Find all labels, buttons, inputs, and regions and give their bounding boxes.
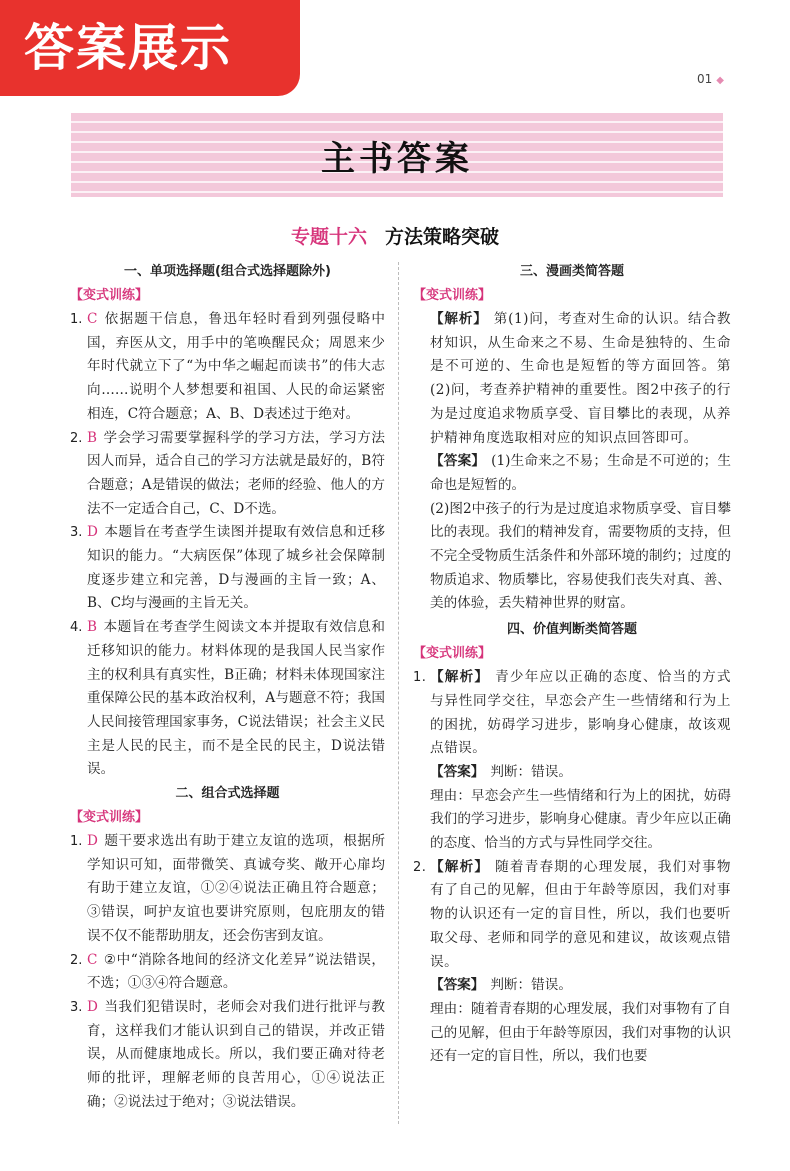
part1-list	[70, 308, 385, 782]
analysis-text: 青少年应以正确的态度、恰当的方式与异性同学交往，早恋会产生一些情绪和行为上的困扰，妨碍学习进步，影响身心健康，故该观点错误。	[430, 669, 732, 757]
list-item	[70, 996, 385, 1115]
part1-title: 一、单项选择题(组合式选择题除外)	[124, 264, 331, 279]
answer-letter: D	[87, 998, 98, 1015]
answer-display-badge: 答案展示	[0, 0, 300, 96]
q2-answer	[413, 974, 731, 998]
answer-label: 【答案】	[430, 763, 485, 780]
part2-title: 二、组合式选择题	[175, 786, 280, 802]
part4-title: 四、价值判断类简答题	[506, 622, 637, 638]
right-column	[413, 260, 731, 1069]
item-number: 3.	[70, 525, 83, 541]
answer-letter: B	[87, 429, 97, 446]
page-number-text: 01	[697, 72, 713, 86]
list-item	[70, 308, 385, 427]
part3-analysis	[413, 308, 731, 450]
analysis-text: 随着青春期的心理发展，我们对事物有了自己的见解，但由于年龄等原因，我们对事物的认识还有一定的盲目性，所以，我们也要听取父母、老师和同学的意见和建议，故该观点错误。	[430, 858, 732, 970]
item-number: 2.	[413, 859, 427, 875]
answer-letter: D	[87, 833, 98, 850]
list-item	[70, 949, 385, 996]
item-number: 3.	[70, 999, 83, 1015]
part3-title: 三、漫画类简答题	[519, 264, 624, 279]
list-item	[70, 427, 385, 522]
list-item	[70, 830, 385, 949]
page-number	[697, 72, 724, 86]
part2-list	[70, 830, 385, 1114]
title-banner	[71, 113, 723, 197]
answer-letter: C	[87, 951, 98, 968]
column-divider	[398, 262, 399, 1124]
part3-answer-2: (2)图2中孩子的行为是过度追求物质享受、盲目攀比的表现。我们的精神发育，需要物质的支持，但不完全受物质生活条件和外部环境的制约；过度的物质追求、物质攀比，容易使我们丧失对真、善、美的体验，丢失精神世界的财富。	[430, 500, 731, 612]
analysis-label: 【解析】	[430, 311, 488, 327]
q1-analysis	[413, 666, 731, 761]
item-number: 2.	[70, 952, 83, 968]
list-item	[70, 616, 385, 782]
item-number: 1.	[70, 834, 83, 850]
diamond-icon: ◆	[716, 75, 724, 86]
item-number: 4.	[70, 620, 83, 636]
answer-letter: D	[87, 524, 98, 541]
item-number: 1.	[413, 670, 427, 686]
part4-tag: 【变式训练】	[413, 646, 492, 662]
answer-label: 【答案】	[430, 453, 486, 470]
answer-label: 【答案】	[430, 977, 485, 994]
answer-text: 判断：错误。	[490, 977, 572, 994]
part3-tag: 【变式训练】	[413, 288, 492, 303]
part2-tag: 【变式训练】	[70, 810, 149, 826]
item-text: 当我们犯错误时，老师会对我们进行批评与教育，这样我们才能认识到自己的错误，并改正错误，从而健康地成长。所以，我们要正确对待老师的批评，理解老师的良苦用心，①④说法正确；②说法过于绝对；③说法错误。	[87, 998, 385, 1110]
banner-title: 主书答案	[321, 139, 473, 179]
q1-reason: 理由：早恋会产生一些情绪和行为上的困扰，妨碍我们的学习进步，影响身心健康。青少年应以正确的态度、恰当的方式与异性同学交往。	[430, 787, 731, 852]
q2-analysis	[413, 856, 731, 975]
analysis-text: 第(1)问，考查对生命的认识。结合教材知识，从生命来之不易、生命是独特的、生命是不可逆的、生命也是短暂的等方面回答。第(2)问，考查养护精神的重要性。图2中孩子的行为是过度追求物质享受、盲目攀比的表现，从养护精神角度选取相对应的知识点回答即可。	[430, 311, 731, 446]
item-number: 2.	[70, 430, 83, 446]
q2-reason: 理由：随着青春期的心理发展，我们对事物有了自己的见解，但由于年龄等原因，我们对事物的认识还有一定的盲目性，所以，我们也要	[430, 1000, 731, 1065]
section-number: 专题十六	[290, 226, 367, 248]
q1-answer	[413, 761, 731, 785]
left-column	[70, 260, 385, 1115]
answer-text: (1)生命来之不易；生命是不可逆的；生命也是短暂的。	[430, 453, 731, 493]
item-text: ②中“消除各地间的经济文化差异”说法错误，不选；①③④符合题意。	[87, 951, 385, 992]
analysis-label: 【解析】	[430, 669, 490, 686]
item-text: 本题旨在考查学生读图并提取有效信息和迁移知识的能力。“大病医保”体现了城乡社会保障制度逐步建立和完善，D与漫画的主旨一致；A、B、C均与漫画的主旨无关。	[87, 524, 385, 612]
section-title	[0, 222, 790, 249]
item-text: 题干要求选出有助于建立友谊的选项，根据所学知识可知，面带微笑、真诚夸奖、敞开心扉均有助于建立友谊，①②④说法正确且符合题意；③错误，呵护友谊也要讲究原则，包庇朋友的错误不仅不能帮助朋友，还会伤害到友谊。	[87, 833, 385, 944]
answer-letter: B	[87, 619, 97, 636]
item-text: 学会学习需要掌握科学的学习方法，学习方法因人而异，适合自己的学习方法就是最好的，B符合题意；A是错误的做法；老师的经验、他人的方法不一定适合自己，C、D不选。	[87, 429, 385, 517]
section-name: 方法策略突破	[385, 226, 500, 248]
part3-answer	[413, 450, 731, 497]
item-number: 1.	[70, 312, 83, 327]
answer-letter: C	[87, 311, 98, 327]
answer-text: 判断：错误。	[490, 763, 572, 780]
item-text: 本题旨在考查学生阅读文本并提取有效信息和迁移知识的能力。材料体现的是我国人民当家作主的权利具有真实性，B正确；材料未体现国家注重保障公民的基本政治权利，A与题意不符；我国人民间接管理国家事务，C说法错误；社会主义民主是人民的民主，而不是全民的民主，D说法错误。	[87, 619, 385, 778]
part1-tag: 【变式训练】	[70, 288, 149, 303]
list-item	[70, 521, 385, 616]
analysis-label: 【解析】	[430, 858, 490, 875]
item-text: 依据题干信息，鲁迅年轻时看到列强侵略中国，弃医从文，用手中的笔唤醒民众；周恩来少年时代就立下了“为中华之崛起而读书”的伟大志向……说明个人梦想要和祖国、人民的命运紧密相连，C符合题意；A、B、D表述过于绝对。	[87, 311, 385, 422]
